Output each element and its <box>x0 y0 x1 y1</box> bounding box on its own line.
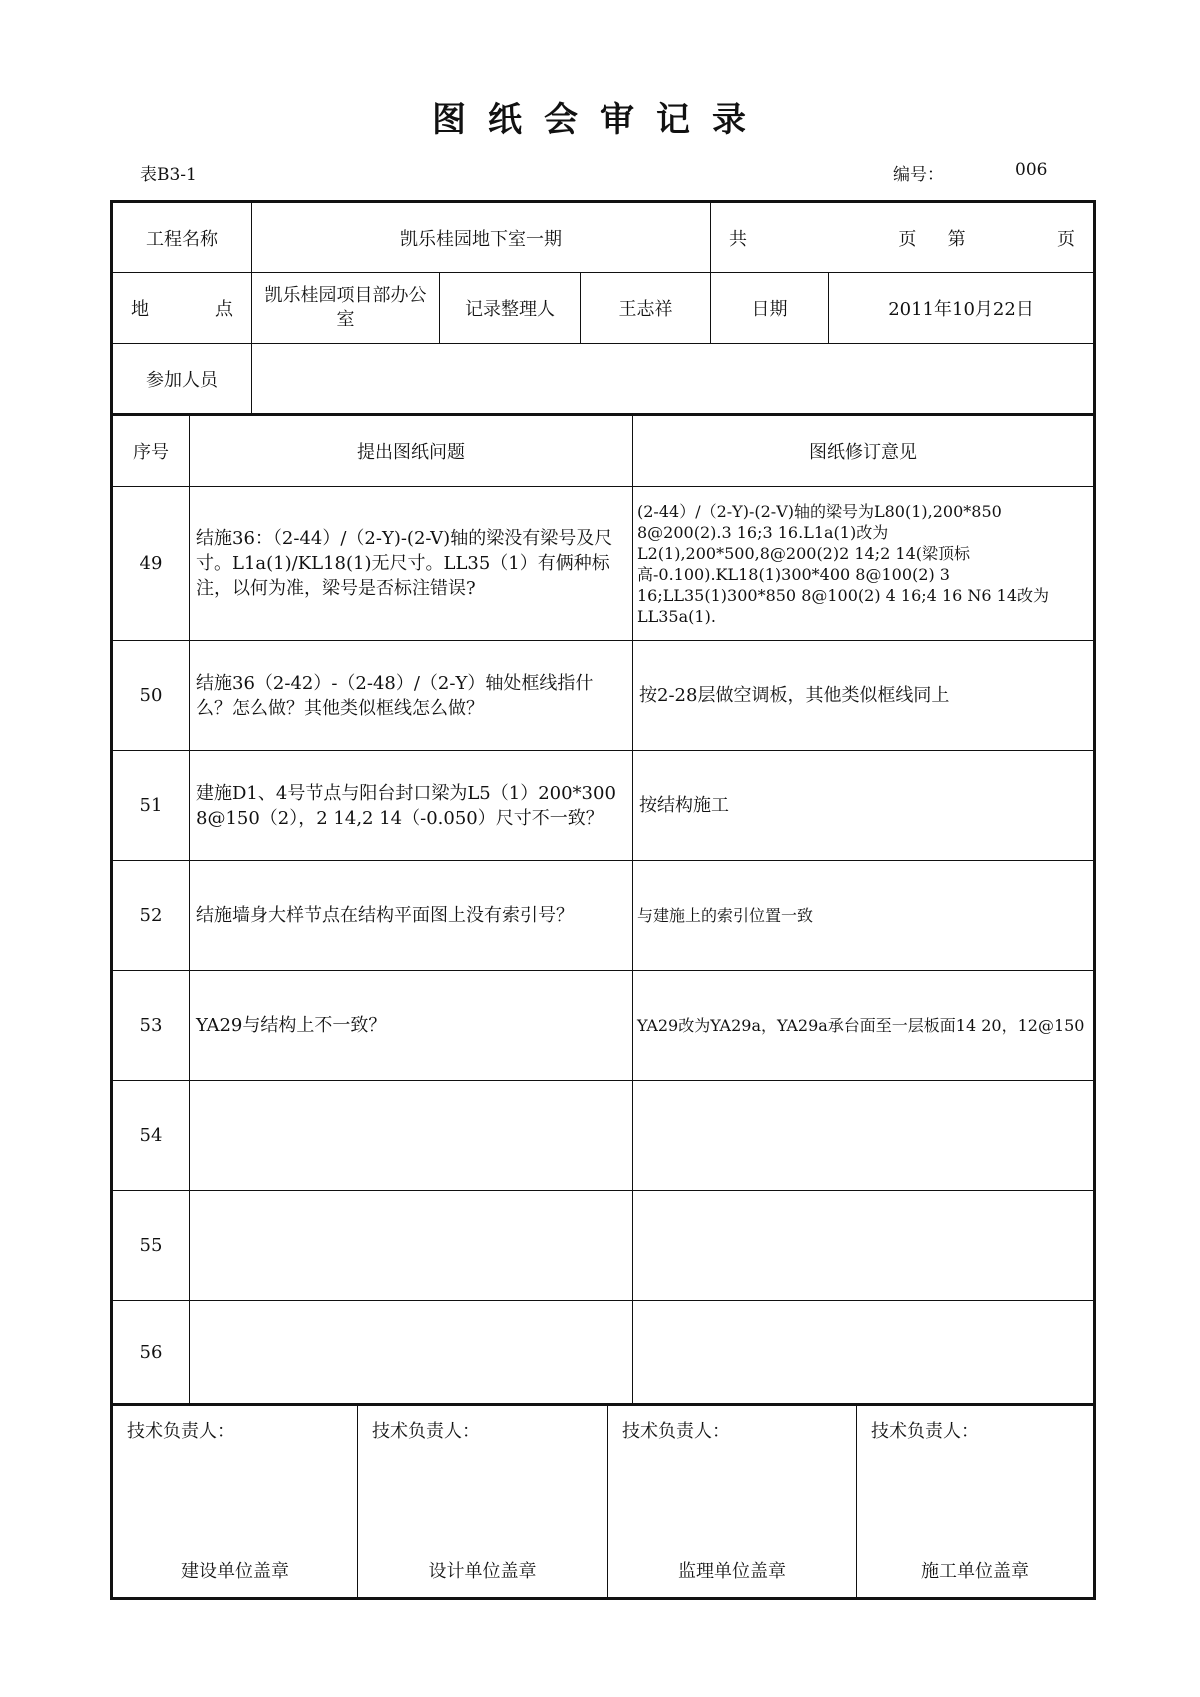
answer-cell: 按2-28层做空调板，其他类似框线同上 <box>633 641 1095 751</box>
recorder-label: 记录整理人 <box>440 273 581 344</box>
table-row <box>112 1301 1095 1405</box>
project-name-label: 工程名称 <box>112 202 252 273</box>
row-number: 50 <box>112 641 190 751</box>
row-number: 51 <box>112 751 190 861</box>
table-row <box>112 861 1095 971</box>
page-label-2: 页 <box>1057 228 1075 250</box>
question-cell: YA29与结构上不一致？ <box>190 971 633 1081</box>
designer-seal-label: 设计单位盖章 <box>428 1561 537 1582</box>
serial-number-value: 006 <box>1015 160 1048 180</box>
issues-header-row <box>112 415 1095 487</box>
supervisor-seal-label: 监理单位盖章 <box>678 1561 786 1582</box>
signature-table <box>110 1404 1096 1600</box>
header-table <box>110 200 1096 416</box>
attendees-label: 参加人员 <box>112 344 252 415</box>
table-row <box>112 641 1095 751</box>
question-cell: 结施36（2-42）-（2-48）/（2-Y）轴处框线指什么？怎么做？其他类似框线怎么做？ <box>190 641 633 751</box>
signature-designer <box>358 1405 608 1599</box>
page-total-label: 共 <box>729 228 748 250</box>
location-label: 地 点 <box>112 273 252 344</box>
date-value: 2011年10月22日 <box>829 273 1095 344</box>
row-number: 49 <box>112 487 190 641</box>
answer-cell <box>633 1301 1095 1405</box>
table-row <box>112 1081 1095 1191</box>
technical-lead-label: 技术负责人： <box>871 1421 979 1442</box>
document-title: 图纸会审记录 <box>432 100 768 140</box>
answer-cell: YA29改为YA29a，YA29a承台面至一层板面14 20，12@150 <box>633 971 1095 1081</box>
page-count-cell <box>711 202 1095 273</box>
attendees-value <box>252 344 1095 415</box>
issues-table <box>110 414 1096 1406</box>
recorder-value: 王志祥 <box>581 273 711 344</box>
owner-seal-label: 建设单位盖章 <box>181 1561 289 1582</box>
technical-lead-label: 技术负责人： <box>372 1421 480 1442</box>
column-header-question: 提出图纸问题 <box>190 415 633 487</box>
contractor-seal-label: 施工单位盖章 <box>921 1561 1029 1582</box>
table-row <box>112 751 1095 861</box>
signature-owner <box>112 1405 358 1599</box>
table-row <box>112 487 1095 641</box>
project-name-value: 凯乐桂园地下室一期 <box>252 202 711 273</box>
question-cell <box>190 1301 633 1405</box>
serial-number-label: 编号： <box>893 165 944 185</box>
row-number: 52 <box>112 861 190 971</box>
page-label: 页 <box>898 228 917 250</box>
question-cell: 建施D1、4号节点与阳台封口梁为L5（1）200*300 8@150（2），2 14,2 14（-0.050）尺寸不一致？ <box>190 751 633 861</box>
question-cell: 结施36：（2-44）/（2-Y)-(2-V)轴的梁没有梁号及尺寸。L1a(1)/KL18(1)无尺寸。LL35（1）有俩种标注，以何为准，梁号是否标注错误? <box>190 487 633 641</box>
row-number: 55 <box>112 1191 190 1301</box>
answer-cell: (2-44）/（2-Y)-(2-V)轴的梁号为L80(1),200*850 8@200(2).3 16;3 16.L1a(1)改为L2(1),200*500,8@200(2)2 14;2 14(梁顶标高-0.100).KL18(1)300*400 8@100(2) 3 16;LL35(1)300*850 8@100(2) 4 16;4 16 N6 14改为LL35a(1). <box>633 487 1095 641</box>
answer-cell: 与建施上的索引位置一致 <box>633 861 1095 971</box>
question-cell <box>190 1191 633 1301</box>
form-id: 表B3-1 <box>140 165 197 185</box>
question-cell: 结施墙身大样节点在结构平面图上没有索引号？ <box>190 861 633 971</box>
question-cell <box>190 1081 633 1191</box>
row-number: 56 <box>112 1301 190 1405</box>
technical-lead-label: 技术负责人： <box>622 1421 730 1442</box>
answer-cell <box>633 1191 1095 1301</box>
table-row <box>112 971 1095 1081</box>
answer-cell <box>633 1081 1095 1191</box>
column-header-answer: 图纸修订意见 <box>633 415 1095 487</box>
row-number: 53 <box>112 971 190 1081</box>
signature-supervisor <box>608 1405 857 1599</box>
table-row <box>112 1191 1095 1301</box>
column-header-number: 序号 <box>112 415 190 487</box>
page-index-label: 第 <box>947 228 966 250</box>
answer-cell: 按结构施工 <box>633 751 1095 861</box>
signature-contractor <box>857 1405 1095 1599</box>
row-number: 54 <box>112 1081 190 1191</box>
technical-lead-label: 技术负责人： <box>127 1421 235 1442</box>
date-label: 日期 <box>711 273 829 344</box>
location-value: 凯乐桂园项目部办公室 <box>252 273 440 344</box>
